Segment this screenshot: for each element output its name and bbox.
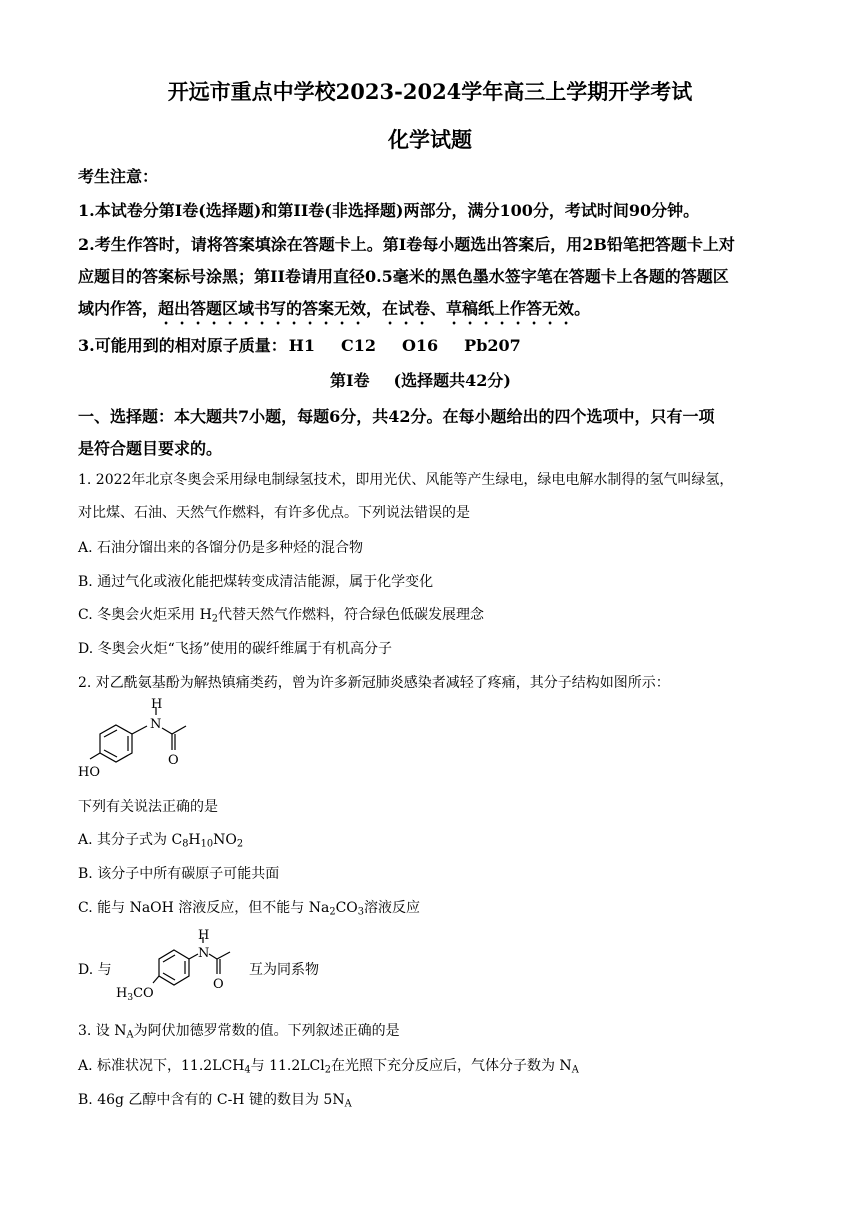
text-segment: 。 — [574, 299, 591, 318]
q1-stem-line-2: 对比煤、石油、天然气作燃料，有许多优点。下列说法错误的是 — [78, 505, 470, 521]
text-segment: NO — [213, 832, 237, 848]
methoxy-label — [116, 986, 154, 1003]
q2-option-b: B. 该分子中所有碳原子可能共面 — [78, 866, 280, 882]
text-segment: 在光照下充分反应后，气体分子数为 N — [330, 1058, 572, 1074]
subscript: A — [571, 1064, 579, 1076]
hydrogen-label: H — [198, 928, 210, 943]
q1-option-c — [78, 604, 484, 624]
q2-option-d-prefix: D. 与 — [78, 962, 112, 978]
mass-value: O16 — [401, 336, 439, 355]
section-instruction-line-2: 是符合题目要求的。 — [78, 439, 223, 458]
q1-option-a: A. 石油分馏出来的各馏分仍是多种烃的混合物 — [78, 540, 364, 556]
methoxy-analog-structure — [114, 928, 250, 1004]
notice-item-1: 1.本试卷分第I卷(选择题)和第II卷(非选择题)两部分，满分100分，考试时间90分钟。 — [78, 201, 700, 220]
subscript: 2 — [211, 613, 219, 625]
text-segment: 与 11.2LCl — [250, 1058, 325, 1074]
mass-value: H1 — [288, 336, 315, 355]
subscript: 8 — [182, 838, 189, 850]
subscript: 2 — [236, 838, 244, 850]
text-segment: 溶液反应 — [364, 900, 421, 916]
subscript: 2 — [324, 1064, 331, 1076]
notice-heading: 考生注意： — [78, 167, 159, 186]
hydroxyl-label: HO — [78, 765, 100, 780]
emphasized-text: 在试卷、草稿纸上作答无效 — [382, 299, 575, 318]
text-segment: B. 46g 乙醇中含有的 C-H 键的数目为 5N — [78, 1092, 345, 1108]
q3-option-a — [78, 1055, 579, 1075]
q3-stem — [78, 1020, 400, 1040]
subscript: 3 — [127, 993, 134, 1003]
subscript: A — [126, 1029, 134, 1041]
text-segment: A. 标准状况下，11.2LCH — [78, 1058, 245, 1074]
q2-prompt: 下列有关说法正确的是 — [78, 799, 218, 815]
subscript: 2 — [329, 906, 336, 918]
mass-value: Pb207 — [464, 336, 521, 355]
exam-subtitle: 化学试题 — [388, 127, 472, 152]
subscript: 4 — [244, 1064, 251, 1076]
text-segment: A. 其分子式为 C — [78, 832, 183, 848]
q2-option-c — [78, 897, 420, 917]
q2-option-d-suffix: 互为同系物 — [249, 962, 319, 978]
text-segment: 域内作答， — [78, 299, 159, 318]
text-segment: H — [188, 832, 201, 848]
nitrogen-label: N — [198, 946, 210, 961]
notice-item-2-line-2: 应题目的答案标号涂黑；第II卷请用直径0.5毫米的黑色墨水签字笔在答题卡上各题的答题区 — [78, 267, 729, 286]
text-segment: H — [116, 986, 128, 1001]
text-segment: CO — [335, 900, 358, 916]
exam-title: 开远市重点中学校2023-2024学年高三上学期开学考试 — [167, 79, 693, 104]
mass-value: C12 — [340, 336, 376, 355]
q3-option-b — [78, 1089, 352, 1109]
acetaminophen-structure — [76, 698, 206, 784]
section-instruction-line-1: 一、选择题：本大题共7小题，每题6分，共42分。在每小题给出的四个选项中，只有一项 — [78, 407, 715, 426]
section-points: (选择题共42分) — [393, 371, 511, 390]
q1-stem-line-1: 1. 2022年北京冬奥会采用绿电制绿氢技术，即用光伏、风能等产生绿电，绿电电解水制得的氢气叫绿氢， — [78, 472, 734, 488]
text-segment: CO — [133, 986, 154, 1001]
oxygen-label: O — [168, 753, 179, 768]
q2-stem: 2. 对乙酰氨基酚为解热镇痛类药，曾为许多新冠肺炎感染者减轻了疼痛，其分子结构如图所示： — [78, 675, 670, 691]
q1-option-b: B. 通过气化或液化能把煤转变成清洁能源，属于化学变化 — [78, 574, 434, 590]
hydrogen-label: H — [151, 698, 163, 712]
notice-item-3 — [78, 333, 521, 356]
text-segment: C. 能与 NaOH 溶液反应，但不能与 Na — [78, 900, 330, 916]
mass-label: 3.可能用到的相对原子质量： — [78, 336, 287, 355]
section-label: 第I卷 — [330, 371, 370, 390]
nitrogen-label: N — [150, 717, 162, 732]
q1-option-d: D. 冬奥会火炬“飞扬”使用的碳纤维属于有机高分子 — [78, 641, 392, 657]
emphasized-text: 超出答题区域书写的答案无效 — [158, 299, 367, 318]
text-segment: 代替天然气作燃料，符合绿色低碳发展理念 — [218, 607, 485, 623]
notice-item-2-line-3 — [78, 296, 590, 328]
notice-item-2-line-1: 2.考生作答时，请将答案填涂在答题卡上。第I卷每小题选出答案后，用2B铅笔把答题卡上对 — [78, 235, 735, 254]
oxygen-label: O — [213, 977, 224, 992]
text-segment: 3. 设 N — [78, 1023, 127, 1039]
subscript: 3 — [357, 906, 365, 918]
subscript: 10 — [200, 838, 214, 850]
section-title — [330, 368, 511, 391]
q2-option-a — [78, 829, 243, 849]
text-segment: C. 冬奥会火炬采用 H — [78, 607, 212, 623]
text-segment: ， — [366, 299, 383, 318]
text-segment: 为阿伏加德罗常数的值。下列叙述正确的是 — [133, 1023, 400, 1039]
subscript: A — [344, 1098, 352, 1110]
